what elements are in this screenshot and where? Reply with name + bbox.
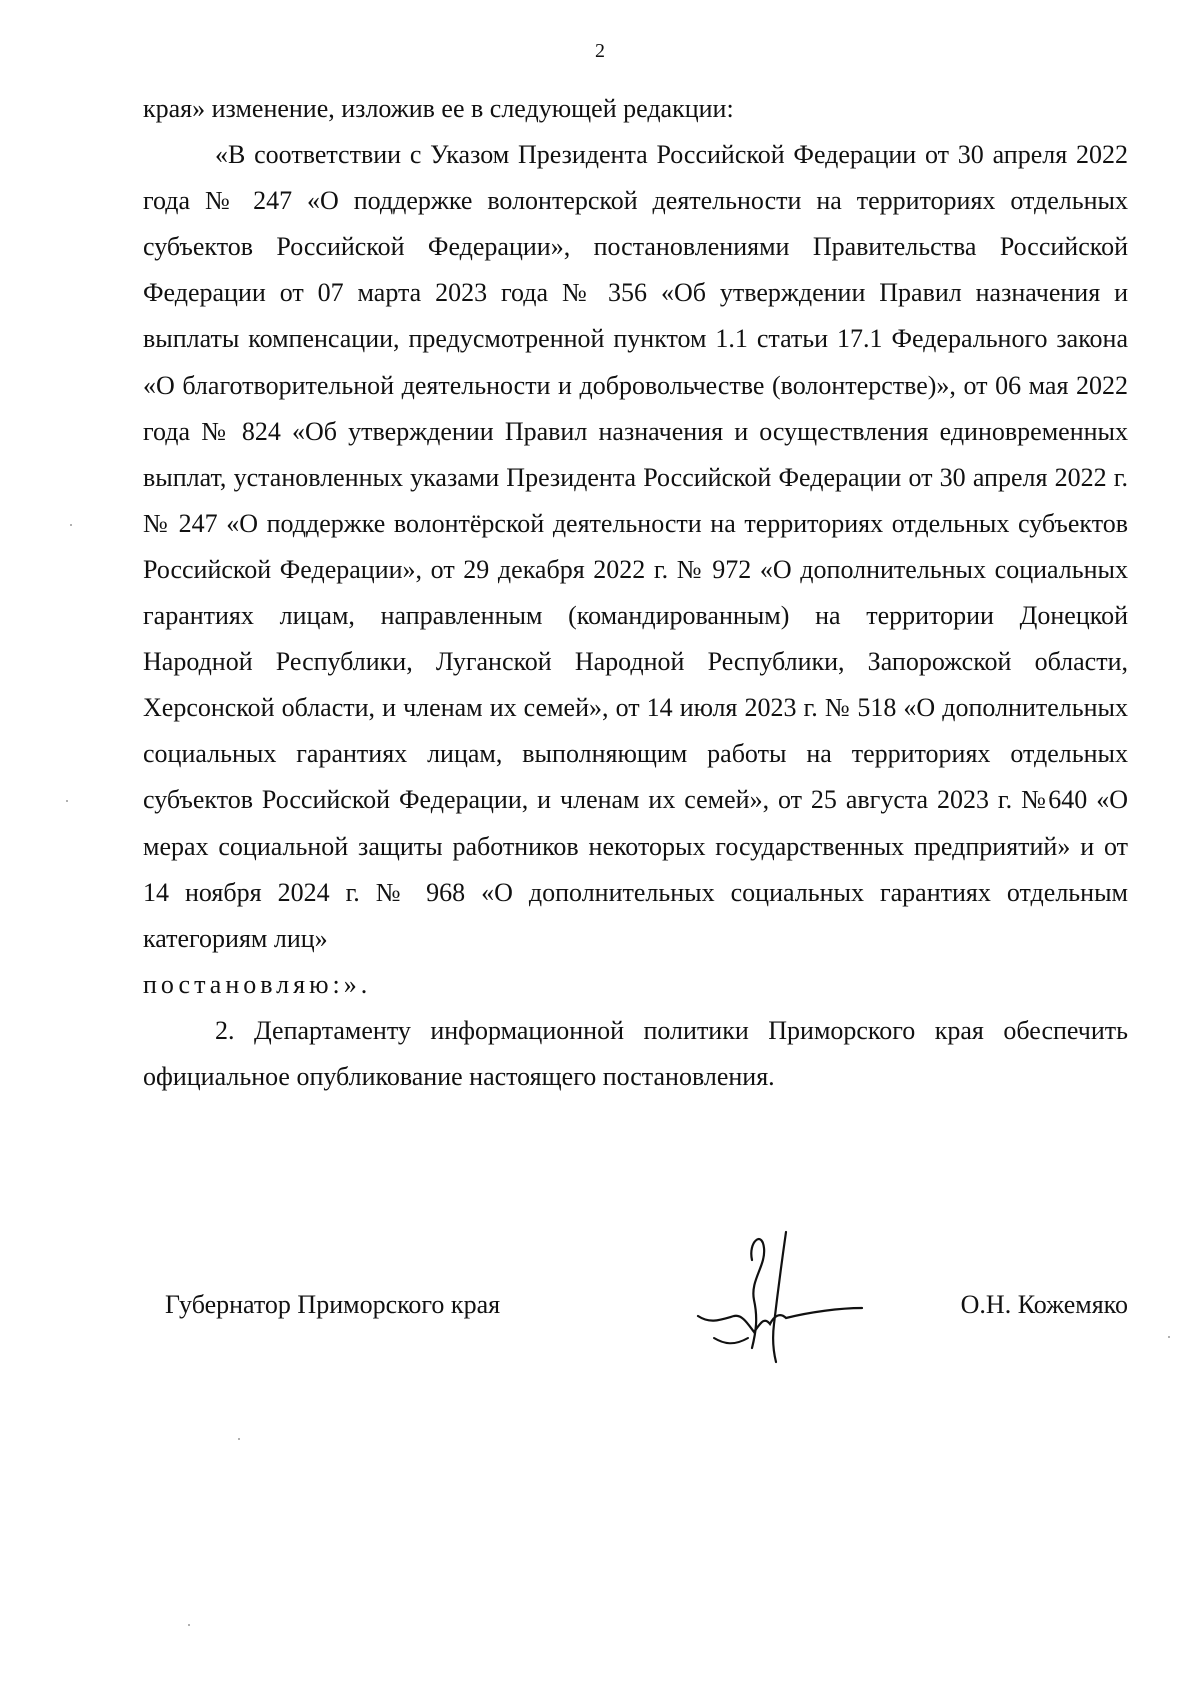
- scan-speck: [66, 800, 68, 802]
- handwritten-signature: [690, 1220, 870, 1370]
- signature-block: [165, 1290, 1128, 1330]
- signer-name: О.Н. Кожемяко: [960, 1290, 1128, 1319]
- scan-speck: [188, 1624, 190, 1626]
- page-number: 2: [595, 40, 605, 62]
- document-body: [143, 86, 1128, 1100]
- paragraph-preamble: «В соответствии с Указом Президента Российской Федерации от 30 апреля 2022 года № 247 «О поддержке волонтерской деятельности на территориях отдельных субъектов Российской Федерации», постановлениями Правительства Российской Федерации от 07 марта 2023 года № 356 «Об утверждении Правил назначения и выплаты компенсации, предусмотренной пунктом 1.1 статьи 17.1 Федерального закона «О благотворительной деятельности и добровольчестве (волонтерстве)», от 06 мая 2022 года № 824 «Об утверждении Правил назначения и осуществления единовременных выплат, установленных указами Президента Российской Федерации от 30 апреля 2022 г. № 247 «О поддержке волонтёрской деятельности на территориях отдельных субъектов Российской Федерации», от 29 декабря 2022 г. № 972 «О дополнительных социальных гарантиях лицам, направленным (командированным) на территории Донецкой Народной Республики, Луганской Народной Республики, Запорожской области, Херсонской области, и членам их семей», от 14 июля 2023 г. № 518 «О дополнительных социальных гарантиях лицам, выполняющим работы на территориях отдельных субъектов Российской Федерации, и членам их семей», от 25 августа 2023 г. №640 «О мерах социальной защиты работников некоторых государственных предприятий» и от 14 ноября 2024 г. № 968 «О дополнительных социальных гарантиях отдельным категориям лиц»: [143, 140, 1128, 953]
- signer-title: Губернатор Приморского края: [165, 1290, 501, 1319]
- scan-speck: [1168, 1336, 1170, 1338]
- scan-speck: [238, 1438, 240, 1440]
- paragraph-intro: края» изменение, изложив ее в следующей редакции:: [143, 94, 734, 123]
- paragraph-resolution-word: постановляю:».: [143, 969, 372, 999]
- scan-speck: [70, 524, 72, 526]
- paragraph-item-2: 2. Департаменту информационной политики Приморского края обеспечить официальное опубликование настоящего постановления.: [143, 1015, 1128, 1091]
